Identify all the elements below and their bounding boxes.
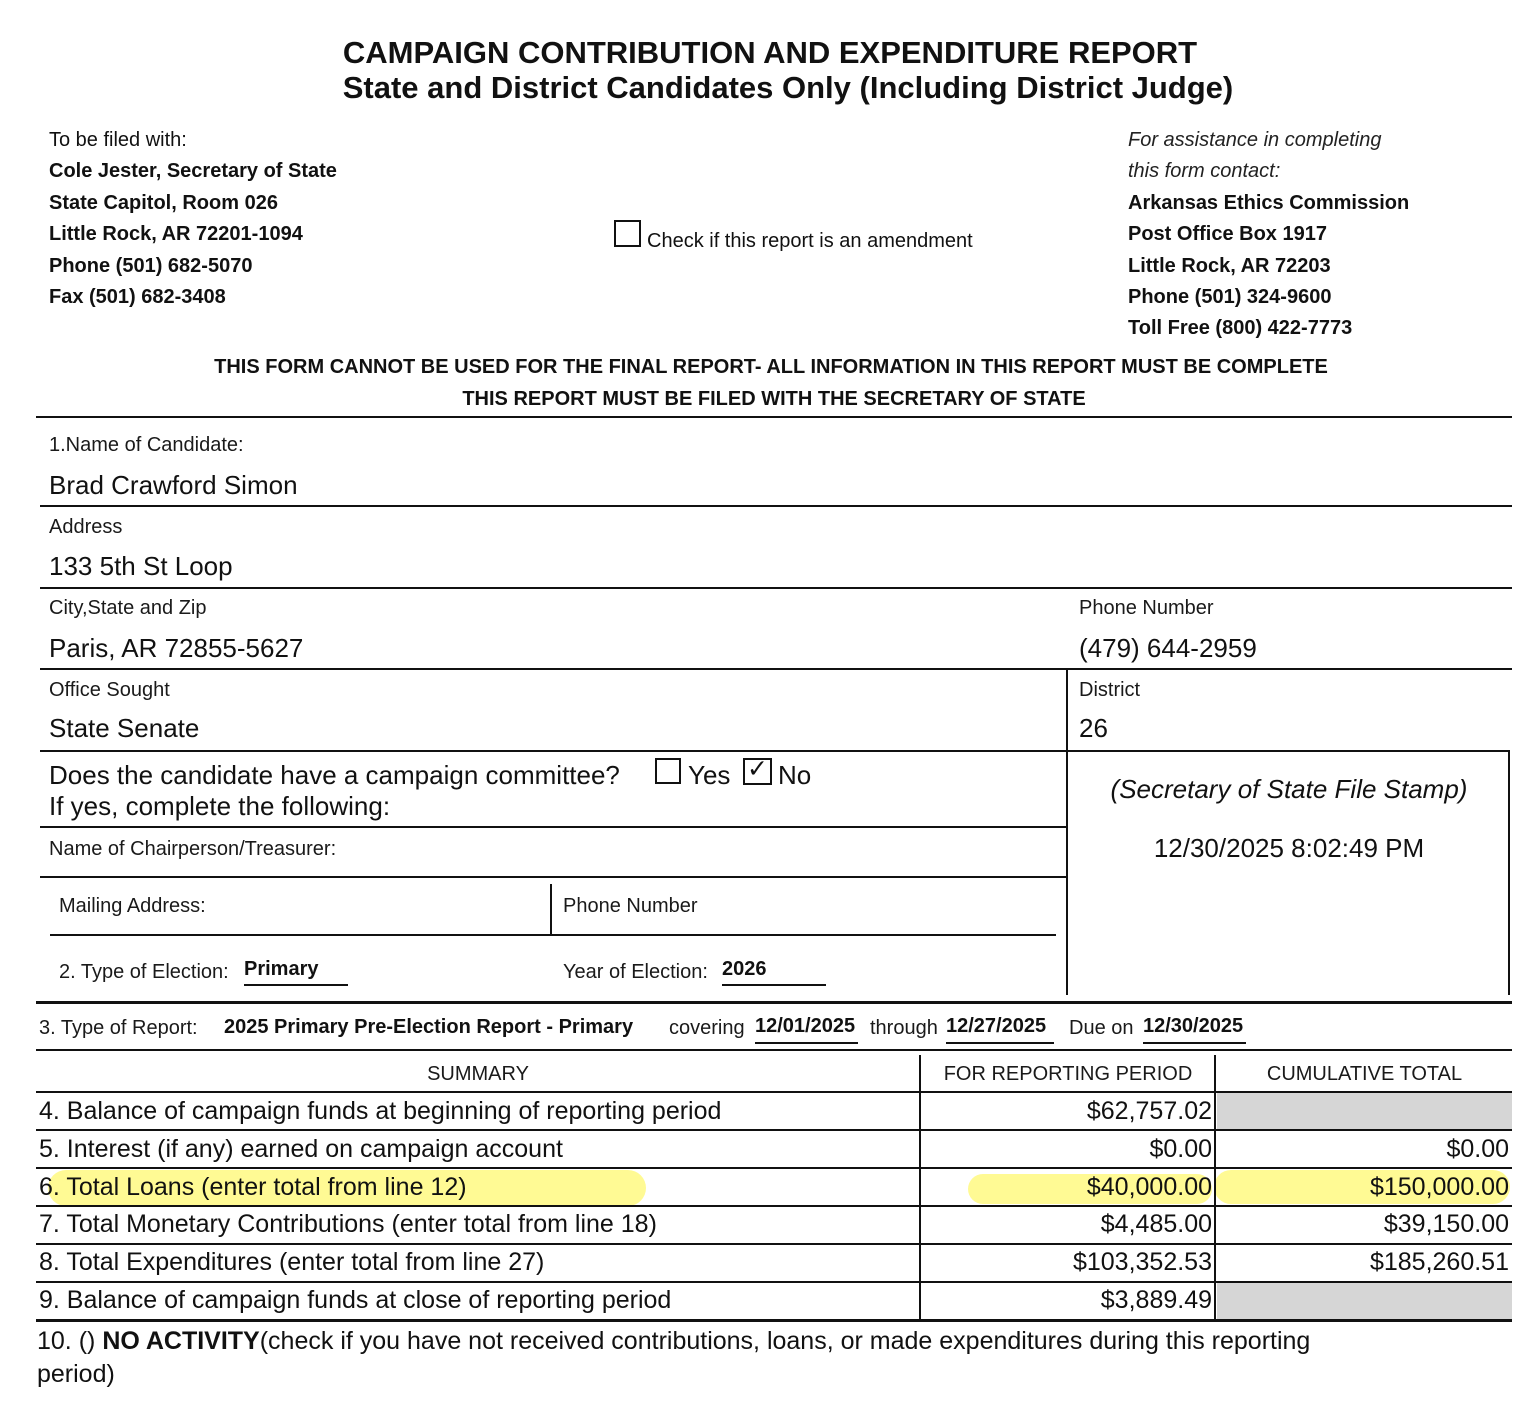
summary-row-period: $4,485.00 [1100,1210,1212,1238]
no-activity-title: NO ACTIVITY [102,1327,260,1355]
office-label: Office Sought [49,679,170,701]
phone-label: Phone Number [1079,597,1214,619]
chairperson-label: Name of Chairperson/Treasurer: [49,838,337,860]
table-bottom-border [36,1319,1512,1322]
summary-header: SUMMARY [427,1063,529,1085]
report-due-date: 12/30/2025 [1143,1014,1246,1044]
unused-cell [1217,1093,1512,1129]
form-title: CAMPAIGN CONTRIBUTION AND EXPENDITURE REPORT [342,35,1198,70]
covering-label: covering [669,1017,745,1039]
divider [40,750,1510,752]
city-label: City,State and Zip [49,597,207,619]
form-subtitle: State and District Candidates Only (Including District Judge) [342,70,1234,105]
divider [40,587,1512,589]
summary-row-cumulative: $185,260.51 [1369,1248,1509,1276]
row-border [36,1243,1512,1245]
summary-row-cumulative: $150,000.00 [1369,1173,1509,1201]
district-label: District [1079,679,1141,701]
amendment-checkbox[interactable] [614,220,641,247]
summary-row-period: $62,757.02 [1086,1097,1212,1125]
election-year-label: Year of Election: [563,961,708,983]
summary-row-label: 5. Interest (if any) earned on campaign account [39,1135,563,1163]
summary-row-label: 4. Balance of campaign funds at beginning of reporting period [39,1097,722,1125]
summary-row-cumulative: $0.00 [1446,1135,1509,1163]
row-border [36,1281,1512,1283]
election-type-label: 2. Type of Election: [59,961,229,983]
divider [50,934,1056,936]
divider [40,505,1512,507]
assistance-label: For assistance in completing [1128,129,1382,151]
file-with-line: State Capitol, Room 026 [49,192,278,214]
assistance-line: Little Rock, AR 72203 [1128,255,1331,277]
file-with-line: Fax (501) 682-3408 [49,286,226,308]
due-label: Due on [1069,1017,1134,1039]
summary-row-label: 7. Total Monetary Contributions (enter total from line 18) [39,1210,657,1238]
row-border [36,1091,1512,1093]
district-value: 26 [1079,713,1108,743]
summary-row-label: 8. Total Expenditures (enter total from line 27) [39,1248,545,1276]
divider [40,668,1512,670]
file-stamp-label: (Secretary of State File Stamp) [1110,774,1468,804]
file-with-line: Phone (501) 682-5070 [49,255,253,277]
file-with-line: Cole Jester, Secretary of State [49,160,337,182]
committee-phone-label: Phone Number [563,895,698,917]
notice-file-with-sos: THIS REPORT MUST BE FILED WITH THE SECRETARY OF STATE [462,388,1086,410]
no-activity-text: (check if you have not received contributions, loans, or made expenditures during this reporting [259,1327,1311,1355]
column-divider [919,1055,921,1320]
committee-question: Does the candidate have a campaign committee? [49,760,620,790]
no-activity-prefix: 10. () [37,1327,96,1355]
candidate-name: Brad Crawford Simon [49,470,298,500]
row-border [36,1129,1512,1131]
file-with-line: Little Rock, AR 72201-1094 [49,223,303,245]
election-year-value: 2026 [722,957,826,986]
through-label: through [870,1017,938,1039]
candidate-name-label: 1.Name of Candidate: [49,434,244,456]
assistance-line: Arkansas Ethics Commission [1128,192,1410,214]
summary-row-label: 9. Balance of campaign funds at close of reporting period [39,1286,672,1314]
assistance-line: Phone (501) 324-9600 [1128,286,1332,308]
assistance-line: Post Office Box 1917 [1128,223,1327,245]
divider [36,1001,1512,1004]
column-divider [550,884,552,936]
cumulative-header: CUMULATIVE TOTAL [1266,1063,1463,1085]
candidate-city: Paris, AR 72855-5627 [49,633,304,663]
divider [40,826,1066,828]
assistance-label: this form contact: [1128,160,1281,182]
candidate-phone: (479) 644-2959 [1079,633,1257,663]
table-top-border [36,1049,1512,1051]
file-stamp-timestamp: 12/30/2025 8:02:49 PM [1153,833,1425,863]
office-sought: State Senate [49,713,200,743]
summary-row-period: $103,352.53 [1072,1248,1212,1276]
divider [36,416,1512,418]
file-with-label: To be filed with: [49,129,187,151]
summary-row-period: $3,889.49 [1100,1286,1212,1314]
summary-row-cumulative: $39,150.00 [1383,1210,1509,1238]
summary-row-label: 6. Total Loans (enter total from line 12) [39,1173,467,1201]
unused-cell [1217,1283,1512,1319]
report-to-date: 12/27/2025 [946,1014,1054,1044]
report-type-label: 3. Type of Report: [39,1017,198,1039]
candidate-address: 133 5th St Loop [49,551,233,581]
row-border [36,1167,1512,1169]
election-type-value: Primary [244,957,348,986]
committee-no-checkbox[interactable] [743,755,772,785]
divider [40,876,1066,878]
notice-final-report: THIS FORM CANNOT BE USED FOR THE FINAL REPORT- ALL INFORMATION IN THIS REPORT MUST BE COMPLETE [214,356,1328,378]
committee-no-label: No [778,760,812,790]
report-type-value: 2025 Primary Pre-Election Report - Primary [224,1016,634,1038]
committee-yes-label: Yes [688,760,731,790]
no-activity-line [37,1326,1310,1356]
period-header: FOR REPORTING PERIOD [943,1063,1193,1085]
no-activity-continuation: period) [37,1360,115,1388]
checkmark-icon: ✓ [747,755,768,783]
summary-row-period: $0.00 [1149,1135,1212,1163]
committee-instruction: If yes, complete the following: [49,791,391,821]
mailing-address-label: Mailing Address: [59,895,206,917]
report-from-date: 12/01/2025 [755,1014,858,1044]
assistance-line: Toll Free (800) 422-7773 [1128,317,1353,339]
column-divider [1214,1055,1216,1320]
address-label: Address [49,516,123,538]
summary-row-period: $40,000.00 [1086,1173,1212,1201]
row-border [36,1205,1512,1207]
committee-yes-checkbox[interactable] [655,758,681,784]
amendment-label: Check if this report is an amendment [647,230,973,252]
